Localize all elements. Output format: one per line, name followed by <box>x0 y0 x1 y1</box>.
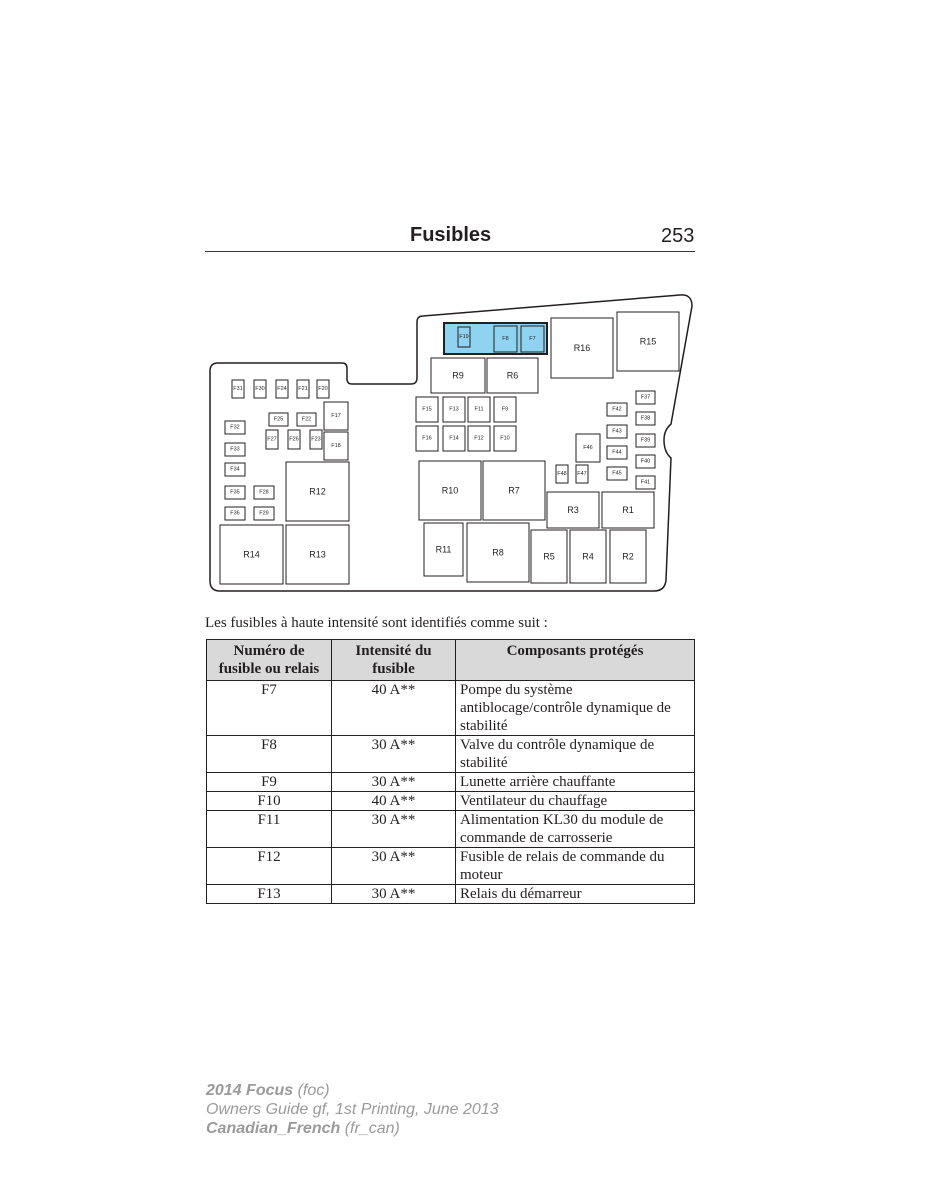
component-cell: Fusible de relais de commande du moteur <box>456 848 695 885</box>
column-header-fuse: Numéro de fusible ou relais <box>207 640 332 681</box>
fuse-cell: F12 <box>207 848 332 885</box>
fuse-cell: F11 <box>207 811 332 848</box>
label-f23: F23 <box>311 436 321 443</box>
label-f20: F20 <box>318 386 328 392</box>
label-r4: R4 <box>582 551 594 562</box>
label-r5: R5 <box>543 551 555 562</box>
label-r8: R8 <box>492 547 504 558</box>
fuse-cell: F10 <box>207 792 332 811</box>
label-f7: F7 <box>529 336 536 342</box>
table-row <box>207 792 695 811</box>
label-r14: R14 <box>243 549 260 560</box>
label-f15: F15 <box>422 406 432 413</box>
column-header-amperage: Intensité du fusible <box>332 640 456 681</box>
label-f22: F22 <box>301 416 312 423</box>
label-f32: F32 <box>230 424 240 431</box>
table-row <box>207 681 695 736</box>
label-f18: F18 <box>331 443 341 449</box>
label-f25: F25 <box>273 416 284 423</box>
fuse-cell: F9 <box>207 773 332 792</box>
table-row <box>207 736 695 773</box>
amperage-cell: 40 A** <box>332 681 456 736</box>
amperage-cell: 30 A** <box>332 811 456 848</box>
column-header-components: Composants protégés <box>456 640 695 681</box>
label-r1: R1 <box>622 505 634 515</box>
label-f37: F37 <box>640 394 651 401</box>
component-cell: Pompe du système antiblocage/contrôle dynamique de stabilité <box>456 681 695 736</box>
label-r12: R12 <box>309 486 326 497</box>
label-f40: F40 <box>640 458 651 465</box>
label-f34: F34 <box>230 466 240 473</box>
label-f35: F35 <box>230 489 240 496</box>
label-r9: R9 <box>452 370 464 381</box>
label-f19: F19 <box>459 334 469 340</box>
table-row <box>207 885 695 904</box>
label-r16: R16 <box>573 343 591 353</box>
fuse-table <box>206 639 695 904</box>
label-r7: R7 <box>508 485 520 496</box>
label-f36: F36 <box>230 510 240 517</box>
label-r15: R15 <box>639 336 657 347</box>
label-f44: F44 <box>612 449 622 456</box>
label-r11: R11 <box>435 544 452 555</box>
table-header-row <box>207 640 695 681</box>
label-f24: F24 <box>277 386 287 392</box>
component-cell: Alimentation KL30 du module de commande de carrosserie <box>456 811 695 848</box>
table-row <box>207 811 695 848</box>
label-f45: F45 <box>612 470 622 477</box>
label-f33: F33 <box>230 446 240 453</box>
intro-text: Les fusibles à haute intensité sont identifiés comme suit : <box>205 615 548 631</box>
footer-model: 2014 Focus <box>206 1082 294 1099</box>
label-f29: F29 <box>259 510 269 517</box>
label-f46: F46 <box>583 445 593 451</box>
component-cell: Lunette arrière chauffante <box>456 773 695 792</box>
table-row <box>207 848 695 885</box>
label-f31: F31 <box>233 386 243 392</box>
label-f13: F13 <box>449 406 459 413</box>
label-r13: R13 <box>309 549 326 560</box>
fuse-cell: F13 <box>207 885 332 904</box>
footer-locale: Canadian_French <box>206 1120 341 1137</box>
footer <box>206 1081 499 1138</box>
amperage-cell: 30 A** <box>332 773 456 792</box>
label-f21: F21 <box>298 386 308 392</box>
component-cell: Ventilateur du chauffage <box>456 792 695 811</box>
label-f30: F30 <box>255 386 265 392</box>
label-f48: F48 <box>557 471 567 477</box>
label-f39: F39 <box>640 437 651 444</box>
label-f10: F10 <box>500 435 510 442</box>
amperage-cell: 40 A** <box>332 792 456 811</box>
label-f8: F8 <box>502 336 509 342</box>
amperage-cell: 30 A** <box>332 736 456 773</box>
footer-line-1 <box>206 1081 499 1100</box>
label-f26: F26 <box>289 436 299 443</box>
label-r10: R10 <box>441 485 459 496</box>
label-f9: F9 <box>501 406 509 413</box>
table-row <box>207 773 695 792</box>
label-r2: R2 <box>622 551 634 562</box>
fuse-cell: F7 <box>207 681 332 736</box>
label-f12: F12 <box>474 435 484 442</box>
footer-line-3 <box>206 1119 499 1138</box>
amperage-cell: 30 A** <box>332 885 456 904</box>
label-f38: F38 <box>640 415 651 422</box>
component-cell: Relais du démarreur <box>456 885 695 904</box>
component-cell: Valve du contrôle dynamique de stabilité <box>456 736 695 773</box>
label-f27: F27 <box>267 436 277 443</box>
label-f42: F42 <box>612 406 622 413</box>
fuse-cell: F8 <box>207 736 332 773</box>
footer-line-2: Owners Guide gf, 1st Printing, June 2013 <box>206 1101 499 1118</box>
label-r3: R3 <box>567 505 579 515</box>
amperage-cell: 30 A** <box>332 848 456 885</box>
label-f28: F28 <box>259 489 269 496</box>
label-r6: R6 <box>506 370 519 381</box>
label-f47: F47 <box>577 471 587 477</box>
page-number: 253 <box>661 225 695 247</box>
footer-locale-code: (fr_can) <box>340 1120 400 1137</box>
label-f14: F14 <box>449 435 459 442</box>
label-f16: F16 <box>422 435 432 442</box>
label-f43: F43 <box>612 428 622 435</box>
label-f41: F41 <box>640 479 651 486</box>
page-title: Fusibles <box>410 224 492 246</box>
label-f11: F11 <box>474 406 484 413</box>
footer-model-code: (foc) <box>293 1082 330 1099</box>
label-f17: F17 <box>331 413 341 419</box>
